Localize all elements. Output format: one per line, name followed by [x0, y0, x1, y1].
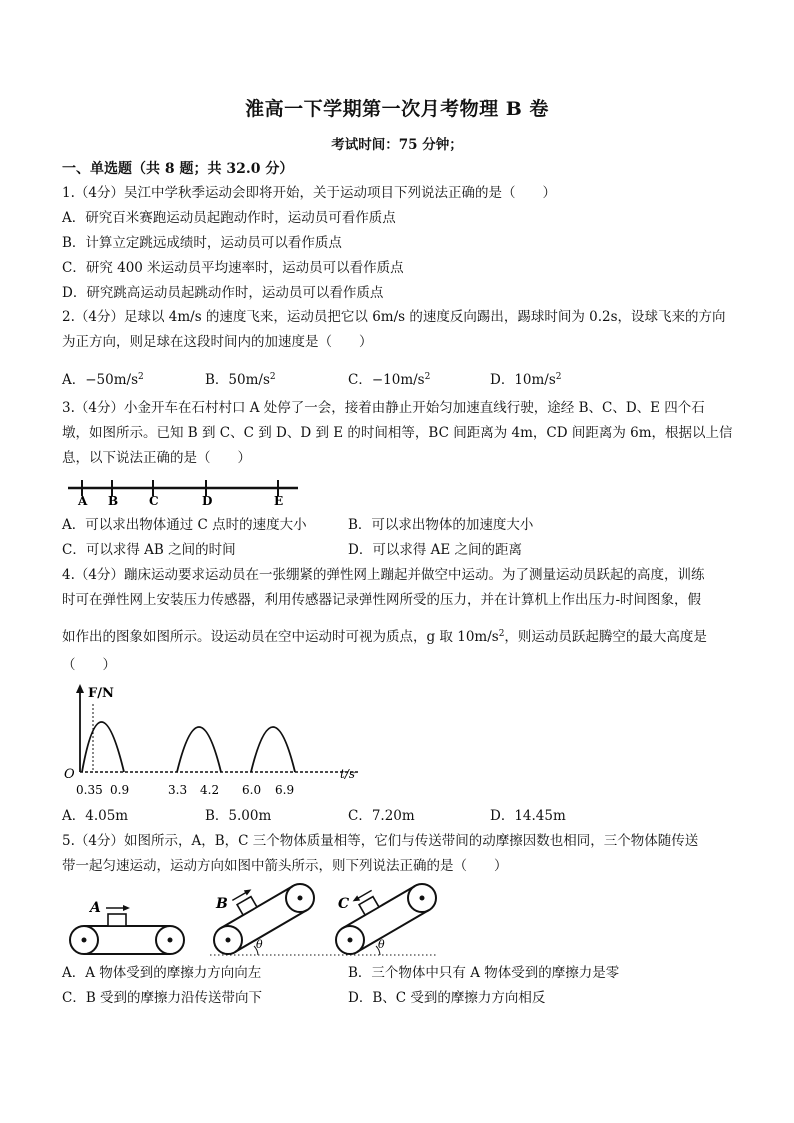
q1-option-a: A．研究百米赛跑运动员起跑动作时，运动员可看作质点	[62, 210, 396, 226]
q2-option-c: C．$-10m/s^2$	[348, 372, 431, 388]
q4-force-time-graph	[60, 682, 370, 800]
block-b	[237, 897, 257, 915]
exam-time: 考试时间：75 分钟；	[331, 137, 463, 153]
q4-option-a: A．4.05m	[62, 808, 129, 824]
q5-option-c: C．B 受到的摩擦力沿传送带向下	[62, 990, 263, 1006]
section-heading: 一、单选题（共 8 题；共 32.0 分）	[62, 161, 294, 177]
label-c: C	[338, 896, 350, 912]
q3-stem-line3: 息，以下说法正确的是（ ）	[62, 450, 251, 466]
stone-label-c: C	[149, 494, 159, 508]
q3-road-figure	[66, 474, 306, 508]
q3-stem-line1: 3.（4分）小金开车在石村村口 A 处停了一会，接着由静止开始匀加速直线行驶，途经 B、C、D、E 四个石	[62, 400, 705, 416]
q3-option-c: C．可以求得 AB 之间的时间	[62, 542, 236, 558]
q4-option-d: D．14.45m	[490, 808, 566, 824]
graph-origin: O	[64, 767, 75, 782]
tick-label-1: 0.9	[110, 783, 130, 797]
q4-stem-line3: 如作出的图象如图所示。设运动员在空中运动时可视为质点，g 取 $10m/s^2$，则运动员跃起腾空的最大高度是	[62, 629, 707, 645]
q5-option-d: D．B、C 受到的摩擦力方向相反	[348, 990, 546, 1006]
q5-stem-line1: 5.（4分）如图所示，A，B，C 三个物体质量相等，它们与传送带间的动摩擦因数也相同，三个物体随传送	[62, 833, 699, 849]
q5-option-a: A．A 物体受到的摩擦力方向向左	[62, 965, 262, 981]
tick-label-4: 6.0	[242, 783, 262, 797]
theta-label-c: θ	[378, 938, 385, 951]
stone-label-d: D	[202, 494, 213, 508]
q3-stem-line2: 墩，如图所示。已知 B 到 C、C 到 D、D 到 E 的时间相等，BC 间距离为 4m，CD 间距离为 6m，根据以上信	[62, 425, 733, 441]
q1-option-b: B．计算立定跳远成绩时，运动员可以看作质点	[62, 235, 342, 251]
q4-option-b: B．5.00m	[205, 808, 272, 824]
page-title: 淮高一下学期第一次月考物理 B 卷	[245, 98, 549, 120]
theta-label-b: θ	[256, 938, 263, 951]
block-a	[108, 914, 126, 926]
q1-option-c: C．研究 400 米运动员平均速率时，运动员可以看作质点	[62, 260, 404, 276]
tick-label-2: 3.3	[168, 783, 188, 797]
q3-option-d: D．可以求得 AE 之间的距离	[348, 542, 523, 558]
label-b: B	[216, 896, 228, 912]
block-c	[359, 897, 379, 915]
stone-label-a: A	[78, 494, 88, 508]
q3-option-a: A．可以求出物体通过 C 点时的速度大小	[62, 517, 307, 533]
q5-stem-line2: 带一起匀速运动，运动方向如图中箭头所示，则下列说法正确的是（ ）	[62, 858, 508, 874]
q4-stem-line1: 4.（4分）蹦床运动要求运动员在一张绷紧的弹性网上蹦起并做空中运动。为了测量运动员跃起的高度，训练	[62, 567, 705, 583]
graph-ylabel: F/N	[88, 686, 114, 701]
label-a: A	[90, 900, 101, 916]
tick-label-0: 0.35	[76, 783, 103, 797]
incline-conveyor-c	[336, 884, 436, 955]
q5-option-b: B．三个物体中只有 A 物体受到的摩擦力是零	[348, 965, 620, 981]
q2-stem-line1: 2.（4分）足球以 4m/s 的速度飞来，运动员把它以 6m/s 的速度反向踢出，踢球时间为 0.2s，设球飞来的方向	[62, 309, 726, 325]
q2-option-d: D．$10m/s^2$	[490, 372, 562, 388]
q4-option-c: C．7.20m	[348, 808, 415, 824]
tick-label-5: 6.9	[275, 783, 295, 797]
q4-stem-line2: 时可在弹性网上安装压力传感器，利用传感器记录弹性网所受的压力，并在计算机上作出压力-时间图象，假	[62, 592, 702, 608]
q4-stem-line4: （ ）	[62, 657, 116, 673]
q2-stem-line2: 为正方向，则足球在这段时间内的加速度是（ ）	[62, 334, 373, 350]
stone-label-b: B	[108, 494, 119, 508]
q2-option-a: A．$-50m/s^2$	[62, 372, 144, 388]
tick-label-3: 4.2	[200, 783, 220, 797]
stone-label-e: E	[274, 494, 284, 508]
horizontal-conveyor	[70, 900, 184, 954]
graph-xlabel: t/s	[340, 767, 356, 781]
q1-stem: 1.（4分）吴江中学秋季运动会即将开始，关于运动项目下列说法正确的是（ ）	[62, 185, 556, 201]
q5-conveyor-figure	[60, 884, 440, 960]
q2-option-b: B．$50m/s^2$	[205, 372, 276, 388]
q3-option-b: B．可以求出物体的加速度大小	[348, 517, 534, 533]
incline-conveyor-b	[214, 884, 314, 955]
q1-option-d: D．研究跳高运动员起跳动作时，运动员可以看作质点	[62, 285, 384, 301]
